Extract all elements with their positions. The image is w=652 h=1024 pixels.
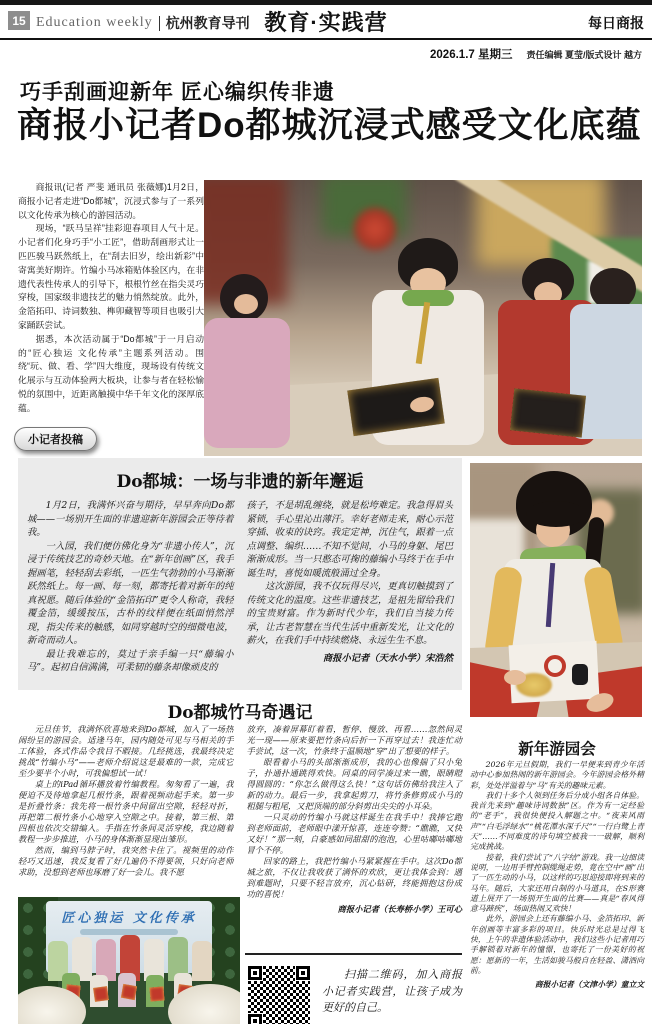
photo-figure bbox=[526, 501, 586, 527]
paragraph: 接着，我们尝试了“八字结”游戏。我一边细读说明，一边用手臂控制缆绳走势，竟在空中“画”出了一匹生动的小马，以这样的巧思迎接即将到来的马年。随后，大家还用自制的小马道具，在S形赛道上展开了一场别开生面的比赛——真是“春风得意马蹄疾”，场面热闹又欢快！ bbox=[470, 852, 644, 914]
qr-finder bbox=[247, 1013, 263, 1024]
photo-banner-text: 匠心独运 文化传承 bbox=[61, 911, 197, 926]
paragraph: 桌上的iPad循环播放着竹编教程。匆匆看了一遍，我便迫不及待地拿起几根竹条，跟着视频动起手来。第一步是折叠竹条：我先将一根竹条中间留出空隙，轻轻对折，再把第二根竹条小心地穿入空隙之中。接着，第三根、第四根也依次交错编入。手指在竹条间灵活穿梭，我边随着教程一步步推进，小马的身体渐渐显现出雏形。 bbox=[18, 779, 234, 844]
paragraph: 一只灵动的竹编小马就这样诞生在我手中！我捧它跑到老师面前，老师眼中漾开惊喜，连连夸赞：“瞧瞧，又快又好！”那一刻，自豪感如同甜甜的泡泡，心里咕嘟咕嘟地冒个不停。 bbox=[246, 812, 462, 855]
article-1-byline: 商报小记者（天水小学）宋浩然 bbox=[322, 652, 453, 664]
paragraph: 我们十多个人领到任务后分成小组各自体验。我首先来到“趣味诗词数独”区。作为有一定经验的“老手”，我很快便投入解题之中。“夜来风雨声”“白毛浮绿水”“桃花潭水深千尺”“一行白鹭上青天”……不同难度的诗句填空被我一一破解，顺利完成挑战。 bbox=[470, 790, 644, 852]
paragraph: 最让我难忘的，莫过于亲手编一只“藤编小马”。起初自信满满，可柔韧的藤条却像顽皮的 bbox=[27, 648, 234, 673]
paragraph: 放弃，凑着屏幕盯着看，暂停、慢放、再看……忽然间灵光一现——原来要把竹条向后折一下再穿过去！我连忙动手尝试，这一次，竹条终于温顺地“穿”出了想要的样子。 bbox=[246, 724, 462, 756]
header-rule bbox=[0, 38, 652, 40]
lead-paragraph: 商报讯(记者 严斐 通讯员 张薇娜)1月2日，商报小记者走进“Do都城”，沉浸式参与了一系列以文化传承为核心的游园活动。 bbox=[18, 182, 204, 220]
scratch-paper bbox=[510, 388, 586, 437]
qr-divider bbox=[245, 953, 462, 955]
qr-finder bbox=[295, 965, 311, 981]
article-2-byline: 商报小记者（长寿桥小学）王可心 bbox=[337, 904, 462, 914]
photo-shape bbox=[354, 208, 396, 250]
article-3-title: 新年游园会 bbox=[518, 741, 596, 758]
paragraph: 然而，编到马脖子时，我突然卡住了。视频里的动作轻巧又迅速，我反复看了好几遍仍不得要领，只好向老师求助，没想到老师也琢磨了好一会儿。我不愿 bbox=[18, 845, 234, 877]
paragraph: 1月2日，我满怀兴奋与期待，早早奔向Do都城——一场别开生面的非遗迎新年游园会正等待着我。 bbox=[27, 500, 234, 538]
masthead: 每日商报 bbox=[588, 15, 644, 31]
photo-figure bbox=[504, 670, 526, 685]
group-photo bbox=[18, 897, 240, 1024]
qr-caption: 扫描二维码，加入商报小记者实践营，让孩子成为更好的自己。 bbox=[322, 968, 462, 1014]
headline-kicker: 巧手刮画迎新年 匠心编织传非遗 bbox=[20, 81, 335, 104]
paragraph: 这次游园，我不仅玩得尽兴，更真切触摸到了传统文化的温度。这些非遗技艺，是祖先留给我们的宝贵财富。作为新时代少年，我们自当接力传承，让古老智慧在当代生活中重新发光，让文化的薪火，在我们手中持续燃烧、永远生生不息。 bbox=[246, 581, 453, 646]
paragraph: 一入园，我们便仿佛化身为“非遗小传人”，沉浸于传统技艺的奇妙天地。在“新年创画”区，我手握画笔，轻轻刮去彩纸，一匹生气勃勃的小马渐渐跃然纸上。每一画、每一刻，都寄托着对新年的纯真祝愿。随后体验的“金箔拓印”更令人称奇，我轻覆金箔，缓缓按压，古朴的纹样便在纸面悄然浮现，指尖传来的触感，如同穿越时空的细微电波，新奇而动人。 bbox=[27, 540, 234, 646]
paragraph: 元旦佳节，我满怀欣喜地来到Do都城，加入了一场热闹纷呈的游园会。适逢马年，园内随处可见与马相关的手工体验，各式作品令我目不暇接。几经挑选，我最终决定挑战“竹编小马”——老师介绍说这是最难的一款，完成它至少要半个小时，可我偏想试一试！ bbox=[18, 724, 234, 778]
dateline bbox=[430, 46, 642, 62]
photo-figure bbox=[204, 318, 290, 448]
photo-figure bbox=[192, 941, 212, 981]
article-2-title: Do都城竹马奇遇记 bbox=[167, 703, 313, 723]
top-bar bbox=[0, 0, 652, 5]
paragraph: 2026年元旦假期，我们一早便来到青少年活动中心参加热闹的新年游园会。今年游园会格外精彩，处处洋溢着与“马”有关的趣味元素。 bbox=[470, 760, 644, 790]
qr-finder bbox=[247, 965, 263, 981]
article-2-column-left bbox=[18, 724, 234, 894]
lead-article bbox=[18, 181, 204, 416]
red-artwork bbox=[93, 986, 109, 1002]
sidebar-photo bbox=[470, 463, 642, 717]
article-1-column-right bbox=[247, 499, 454, 675]
headline-main: 商报小记者Do都城沉浸式感受文化底蕴 bbox=[17, 106, 642, 145]
paragraph: 回家的路上，我把竹编小马紧紧握在手中。这次Do都城之旅，不仅让我收获了满怀的欢欣，更让我体会到：遇到难题时，只要不轻言放弃，沉心钻研，终能拥抱这份成功的喜悦！ bbox=[246, 856, 462, 899]
qr-code bbox=[245, 963, 313, 1024]
edition-label bbox=[36, 13, 250, 33]
main-photo bbox=[204, 180, 642, 456]
article-1 bbox=[18, 458, 462, 690]
edition-english: Education weekly bbox=[36, 15, 153, 30]
edition-chinese: 杭州教育导刊 bbox=[165, 15, 250, 31]
section-title: 教育·实践营 bbox=[264, 10, 388, 35]
red-artwork bbox=[121, 984, 137, 1000]
lead-paragraph: 现场，“跃马呈祥”挂彩迎春项目人气十足。小记者们化身巧手“小工匠”，借助刮画形式让一匹匹骏马跃然纸上，在“刮去旧岁，绘出新彩”中寄寓美好期许。竹编小马冰箱贴体验区内，在非遗代表性传承人的引导下，根根竹丝在指尖灵巧穿梭，国家级非遗技艺的魅力悄然绽放。此外，金箔拓印、诗词数独、榫卯藏智等项目也吸引大家踊跃尝试。 bbox=[18, 223, 204, 330]
article-2-body bbox=[18, 724, 462, 915]
photo-figure bbox=[234, 294, 258, 314]
article-3-byline: 商报小记者（文津小学）童立文 bbox=[534, 980, 644, 990]
article-1-title: Do都城：一场与非遗的新年邂逅 bbox=[116, 472, 364, 492]
article-1-column-left bbox=[27, 499, 234, 675]
issue-date: 2026.1.7 星期三 bbox=[430, 49, 513, 61]
qr-block bbox=[245, 963, 462, 1024]
article-3-body bbox=[470, 760, 644, 991]
contributor-badge: 小记者投稿 bbox=[14, 427, 97, 451]
page-number: 15 bbox=[8, 11, 30, 30]
article-1-body bbox=[18, 499, 462, 675]
paragraph: 眼看着小马的头部渐渐成形，我的心也像揣了只小兔子，扑通扑通跳得欢快。同桌的同学凑过来一瞧，眼睛瞪得圆圆的：“你怎么做得这么快！”这句话仿佛给我注入了新的动力。最后一步，我拿起剪刀，将竹条修剪成小马的粗腿与粗尾，又把顶端的部分斜剪出尖尖的小耳朵。 bbox=[246, 757, 462, 811]
edition-divider bbox=[159, 16, 160, 31]
article-2-column-right bbox=[247, 724, 463, 915]
paragraph: 此外，游园会上还有藤编小马、金箔拓印、新年创画等丰富多彩的项目。快乐时光总是过得飞快，上午的非遗体验活动中，我们这些小记者用巧手解锁着对新年的憧憬，也寄托了一份美好的祝愿：愿新的一年，生活如骏马般自在轻盈、潇洒向前。 bbox=[470, 914, 644, 975]
editor-credits: 责任编辑 夏莹/版式设计 越方 bbox=[526, 50, 642, 60]
smartwatch bbox=[572, 664, 588, 685]
red-artwork bbox=[149, 986, 164, 1001]
emblem bbox=[544, 655, 566, 677]
paragraph: 孩子，不是胡乱缠绕，就是松垮难定。我急得眉头紧锁，手心里沁出薄汗。幸好老师走来，耐心示范穿插、收束的诀窍。我定定神，沉住气，跟着一点点调整、编织……不知不觉间，小马的身躯、尾巴渐渐成形。当一只憨态可掬的藤编小马终于在手中诞生时，喜悦如暖流般涌过全身。 bbox=[246, 500, 453, 579]
lead-paragraph: 据悉，本次活动属于“Do都城”于一月启动的“匠心独运 文化传承”主题系列活动。围绕“玩、做、看、学”四大维度，现场设有传统文化展示与互动体验两大板块，让参与者在轻松愉悦的氛围中，近距离触摸中华千年文化的深厚底蕴。 bbox=[18, 333, 204, 413]
